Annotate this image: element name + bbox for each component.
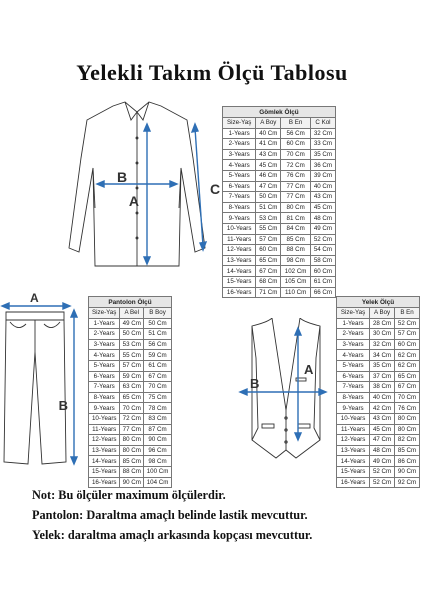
pants-size-table: [88, 296, 172, 488]
table-row: [337, 445, 420, 456]
table-cell: 40 Cm: [310, 181, 335, 192]
table-cell: 66 Cm: [310, 287, 335, 298]
table-cell: 53 Cm: [256, 213, 281, 224]
table-cell: 110 Cm: [281, 287, 311, 298]
table-cell: 40 Cm: [256, 128, 281, 139]
table-cell: 46 Cm: [256, 170, 281, 181]
table-cell: 47 Cm: [370, 435, 395, 446]
table-cell: 61 Cm: [144, 360, 172, 371]
table-row: [337, 456, 420, 467]
table-cell: 15-Years: [89, 466, 120, 477]
table-cell: 60 Cm: [256, 245, 281, 256]
table-cell: 2-Years: [89, 329, 120, 340]
table-cell: 3-Years: [89, 339, 120, 350]
table-cell: 10-Years: [89, 413, 120, 424]
table-cell: 88 Cm: [281, 245, 311, 256]
table-cell: 52 Cm: [370, 466, 395, 477]
table-cell: 11-Years: [337, 424, 370, 435]
note-vest: Yelek: daraltma amaçlı arkasında kopçası mevcuttur.: [32, 528, 313, 542]
table-cell: 13-Years: [337, 445, 370, 456]
column-header: A Boy: [256, 118, 281, 129]
table-cell: 5-Years: [223, 170, 256, 181]
table-row: [89, 403, 172, 414]
table-cell: 30 Cm: [370, 329, 395, 340]
table-cell: 81 Cm: [281, 213, 311, 224]
table-row: [89, 456, 172, 467]
table-row: [223, 181, 336, 192]
table-cell: 45 Cm: [370, 424, 395, 435]
table-cell: 52 Cm: [370, 477, 395, 488]
table-cell: 68 Cm: [256, 276, 281, 287]
column-header: B En: [281, 118, 311, 129]
table-cell: 48 Cm: [370, 445, 395, 456]
table-row: [223, 223, 336, 234]
table-row: [89, 329, 172, 340]
table-cell: 28 Cm: [370, 318, 395, 329]
table-cell: 12-Years: [337, 435, 370, 446]
table-row: [337, 392, 420, 403]
table-row: [337, 435, 420, 446]
table-cell: 1-Years: [89, 318, 120, 329]
label-c: C: [210, 181, 220, 197]
table-cell: 5-Years: [89, 360, 120, 371]
table-cell: 9-Years: [223, 213, 256, 224]
page-title: Yelekli Takım Ölçü Tablosu: [76, 60, 348, 85]
notes: [32, 485, 312, 545]
table-cell: 65 Cm: [395, 371, 420, 382]
table-cell: 12-Years: [223, 245, 256, 256]
table-cell: 13-Years: [223, 255, 256, 266]
table-cell: 45 Cm: [256, 160, 281, 171]
table-cell: 50 Cm: [256, 192, 281, 203]
table-cell: 11-Years: [89, 424, 120, 435]
table-cell: 87 Cm: [144, 424, 172, 435]
table-cell: 55 Cm: [256, 223, 281, 234]
column-header: Size-Yaş: [223, 118, 256, 129]
table-cell: 72 Cm: [120, 413, 144, 424]
table-cell: 6-Years: [89, 371, 120, 382]
table-cell: 53 Cm: [120, 339, 144, 350]
table-row: [337, 466, 420, 477]
table-row: [223, 255, 336, 266]
table-cell: 7-Years: [89, 382, 120, 393]
table-row: [89, 339, 172, 350]
table-cell: 43 Cm: [370, 413, 395, 424]
table-cell: 14-Years: [337, 456, 370, 467]
table-cell: 35 Cm: [370, 360, 395, 371]
table-row: [223, 160, 336, 171]
table-cell: 13-Years: [89, 445, 120, 456]
table-cell: 90 Cm: [144, 435, 172, 446]
table-cell: 80 Cm: [395, 413, 420, 424]
table-cell: 16-Years: [337, 477, 370, 488]
table-cell: 4-Years: [223, 160, 256, 171]
table-cell: 100 Cm: [144, 466, 172, 477]
table-cell: 102 Cm: [281, 266, 311, 277]
note-general: Not: Bu ölçüler maximum ölçülerdir.: [32, 488, 226, 502]
table-cell: 45 Cm: [310, 202, 335, 213]
table-row: [223, 213, 336, 224]
table-cell: 4-Years: [337, 350, 370, 361]
table-row: [337, 413, 420, 424]
table-cell: 6-Years: [223, 181, 256, 192]
table-cell: 35 Cm: [310, 149, 335, 160]
table-cell: 54 Cm: [310, 245, 335, 256]
table-cell: 67 Cm: [395, 382, 420, 393]
table-cell: 49 Cm: [370, 456, 395, 467]
table-cell: 16-Years: [89, 477, 120, 488]
table-row: [337, 350, 420, 361]
column-header: A Bel: [120, 308, 144, 319]
table-cell: 36 Cm: [310, 160, 335, 171]
table-row: [223, 234, 336, 245]
shirt-diagram: [55, 98, 220, 278]
table-cell: 9-Years: [337, 403, 370, 414]
table-cell: 56 Cm: [144, 339, 172, 350]
label-b: B: [117, 169, 128, 185]
note-pants: Pantolon: Daraltma amaçlı belinde lastik mevcuttur.: [32, 508, 308, 522]
table-cell: 60 Cm: [310, 266, 335, 277]
table-cell: 77 Cm: [281, 181, 311, 192]
table-cell: 71 Cm: [256, 287, 281, 298]
table-row: [223, 287, 336, 298]
table-cell: 3-Years: [337, 339, 370, 350]
column-header: C Kol: [310, 118, 335, 129]
table-cell: 43 Cm: [310, 192, 335, 203]
table-cell: 32 Cm: [370, 339, 395, 350]
label-vest-b: B: [250, 376, 260, 391]
table-cell: 7-Years: [337, 382, 370, 393]
table-cell: 65 Cm: [120, 392, 144, 403]
table-cell: 96 Cm: [144, 445, 172, 456]
table-cell: 55 Cm: [120, 350, 144, 361]
table-cell: 104 Cm: [144, 477, 172, 488]
table-cell: 43 Cm: [256, 149, 281, 160]
table-cell: 37 Cm: [370, 371, 395, 382]
table-cell: 8-Years: [223, 202, 256, 213]
table-cell: 56 Cm: [281, 128, 311, 139]
table-row: [223, 202, 336, 213]
table-row: [337, 477, 420, 488]
table-cell: 33 Cm: [310, 139, 335, 150]
table-cell: 10-Years: [337, 413, 370, 424]
vest-diagram: [238, 318, 334, 468]
table-cell: 61 Cm: [310, 276, 335, 287]
table-cell: 14-Years: [89, 456, 120, 467]
table-cell: 50 Cm: [120, 329, 144, 340]
table-cell: 9-Years: [89, 403, 120, 414]
table-row: [89, 350, 172, 361]
table-cell: 62 Cm: [395, 360, 420, 371]
table-cell: 41 Cm: [256, 139, 281, 150]
table-cell: 39 Cm: [310, 170, 335, 181]
table-row: [89, 392, 172, 403]
table-cell: 2-Years: [337, 329, 370, 340]
column-header: B Boy: [144, 308, 172, 319]
table-row: [89, 435, 172, 446]
table-cell: 80 Cm: [395, 424, 420, 435]
table-cell: 59 Cm: [120, 371, 144, 382]
table-row: [223, 139, 336, 150]
label-pants-b: B: [58, 398, 68, 413]
table-row: [337, 339, 420, 350]
table-row: [223, 276, 336, 287]
table-cell: 51 Cm: [144, 329, 172, 340]
table-cell: 2-Years: [223, 139, 256, 150]
table-cell: 49 Cm: [120, 318, 144, 329]
table-cell: 38 Cm: [370, 382, 395, 393]
table-row: [223, 128, 336, 139]
table-row: [223, 192, 336, 203]
table-row: [337, 360, 420, 371]
table-cell: 6-Years: [337, 371, 370, 382]
label-pants-a: A: [30, 292, 39, 305]
table-cell: 63 Cm: [120, 382, 144, 393]
table-cell: 80 Cm: [120, 435, 144, 446]
table-cell: 52 Cm: [310, 234, 335, 245]
table-row: [89, 413, 172, 424]
table-cell: 57 Cm: [395, 329, 420, 340]
table-cell: 105 Cm: [281, 276, 311, 287]
table-cell: 60 Cm: [281, 139, 311, 150]
table-cell: 34 Cm: [370, 350, 395, 361]
table-cell: 3-Years: [223, 149, 256, 160]
table-row: [89, 318, 172, 329]
table-cell: 77 Cm: [120, 424, 144, 435]
table-cell: 58 Cm: [310, 255, 335, 266]
table-cell: 62 Cm: [395, 350, 420, 361]
table-cell: 15-Years: [223, 276, 256, 287]
table-cell: 72 Cm: [281, 160, 311, 171]
table-cell: 75 Cm: [144, 392, 172, 403]
table-cell: 57 Cm: [120, 360, 144, 371]
vest-size-table: [336, 296, 420, 488]
table-cell: 86 Cm: [395, 456, 420, 467]
table-cell: 47 Cm: [256, 181, 281, 192]
table-row: [223, 170, 336, 181]
pants_table-caption: Pantolon Ölçü: [89, 297, 172, 308]
table-row: [89, 445, 172, 456]
table-row: [223, 245, 336, 256]
table-cell: 1-Years: [223, 128, 256, 139]
table-cell: 48 Cm: [310, 213, 335, 224]
table-cell: 15-Years: [337, 466, 370, 477]
table-cell: 92 Cm: [395, 477, 420, 488]
table-cell: 83 Cm: [144, 413, 172, 424]
table-row: [89, 360, 172, 371]
table-cell: 76 Cm: [395, 403, 420, 414]
table-cell: 50 Cm: [144, 318, 172, 329]
table-cell: 70 Cm: [395, 392, 420, 403]
table-cell: 14-Years: [223, 266, 256, 277]
table-cell: 11-Years: [223, 234, 256, 245]
table-cell: 88 Cm: [120, 466, 144, 477]
table-cell: 42 Cm: [370, 403, 395, 414]
table-cell: 8-Years: [337, 392, 370, 403]
table-cell: 98 Cm: [281, 255, 311, 266]
table-cell: 7-Years: [223, 192, 256, 203]
table-cell: 5-Years: [337, 360, 370, 371]
label-vest-a: A: [304, 362, 314, 377]
table-row: [337, 318, 420, 329]
table-cell: 67 Cm: [256, 266, 281, 277]
table-row: [223, 266, 336, 277]
table-row: [337, 371, 420, 382]
table-row: [337, 382, 420, 393]
shirt_table-caption: Gömlek Ölçü: [223, 107, 336, 118]
table-cell: 82 Cm: [395, 435, 420, 446]
table-cell: 67 Cm: [144, 371, 172, 382]
table-row: [89, 382, 172, 393]
table-row: [337, 424, 420, 435]
table-cell: 65 Cm: [256, 255, 281, 266]
table-cell: 85 Cm: [120, 456, 144, 467]
table-cell: 90 Cm: [120, 477, 144, 488]
table-cell: 51 Cm: [256, 202, 281, 213]
table-row: [89, 371, 172, 382]
table-cell: 40 Cm: [370, 392, 395, 403]
table-cell: 78 Cm: [144, 403, 172, 414]
table-cell: 84 Cm: [281, 223, 311, 234]
table-cell: 10-Years: [223, 223, 256, 234]
table-row: [337, 329, 420, 340]
column-header: B En: [395, 308, 420, 319]
table-cell: 77 Cm: [281, 192, 311, 203]
table-cell: 70 Cm: [120, 403, 144, 414]
table-cell: 59 Cm: [144, 350, 172, 361]
table-cell: 85 Cm: [281, 234, 311, 245]
table-row: [337, 403, 420, 414]
table-cell: 1-Years: [337, 318, 370, 329]
shirt-size-table: [222, 106, 336, 298]
table-cell: 49 Cm: [310, 223, 335, 234]
pants-diagram: [0, 292, 82, 470]
table-cell: 8-Years: [89, 392, 120, 403]
column-header: A Boy: [370, 308, 395, 319]
table-cell: 76 Cm: [281, 170, 311, 181]
table-cell: 85 Cm: [395, 445, 420, 456]
table-cell: 70 Cm: [281, 149, 311, 160]
table-cell: 52 Cm: [395, 318, 420, 329]
table-cell: 80 Cm: [120, 445, 144, 456]
table-row: [89, 424, 172, 435]
table-cell: 70 Cm: [144, 382, 172, 393]
table-cell: 98 Cm: [144, 456, 172, 467]
table-cell: 12-Years: [89, 435, 120, 446]
table-cell: 90 Cm: [395, 466, 420, 477]
table-cell: 32 Cm: [310, 128, 335, 139]
column-header: Size-Yaş: [89, 308, 120, 319]
column-header: Size-Yaş: [337, 308, 370, 319]
label-a: A: [128, 193, 139, 209]
table-cell: 80 Cm: [281, 202, 311, 213]
table-cell: 16-Years: [223, 287, 256, 298]
vest_table-caption: Yelek Ölçü: [337, 297, 420, 308]
table-cell: 60 Cm: [395, 339, 420, 350]
table-cell: 4-Years: [89, 350, 120, 361]
table-cell: 57 Cm: [256, 234, 281, 245]
table-row: [89, 466, 172, 477]
table-row: [223, 149, 336, 160]
